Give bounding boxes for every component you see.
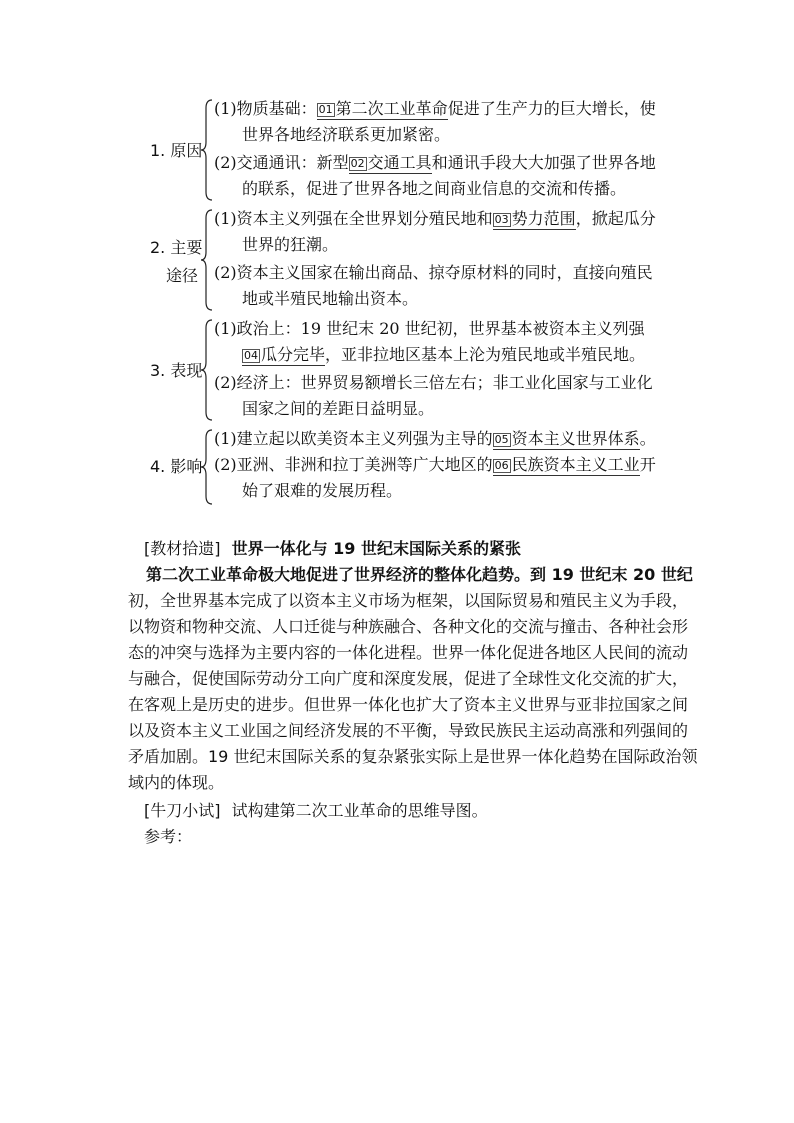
fill-in-blank <box>493 209 576 230</box>
blank-number-badge: 04 <box>244 349 258 362</box>
outline-text: 世界各地经济联系更加紧密。 <box>242 125 451 144</box>
section-label-routes <box>150 234 202 290</box>
outline-item-line <box>214 206 656 232</box>
supplement-line: 与融合，促使国际劳动分工向广度和深度发展，促进了全球性文化交流的扩大， <box>128 669 689 688</box>
outline-text: (1)资本主义列强在全世界划分殖民地和 <box>214 209 493 228</box>
fill-in-blank <box>317 99 448 120</box>
outline-item-line <box>214 342 645 368</box>
outline-text: 的联系，促进了世界各地之间商业信息的交流和传播。 <box>242 179 627 198</box>
outline-text: 始了艰难的发展历程。 <box>242 481 403 500</box>
supplement-line: 域内的体现。 <box>128 773 225 792</box>
supplement-tag: [教材拾遗] <box>144 539 221 558</box>
blank-number-badge: 01 <box>318 103 333 116</box>
exercise-tag: [牛刀小试] <box>144 801 221 820</box>
fill-in-blank <box>242 345 325 366</box>
outline-item-line <box>214 478 656 504</box>
outline-item <box>214 150 656 202</box>
blank-answer: 资本主义世界体系 <box>511 429 640 448</box>
outline-text: ，掀起瓜分 <box>575 209 656 228</box>
outline-item <box>214 370 653 422</box>
outline-item <box>214 316 645 368</box>
outline-item-line <box>214 122 656 148</box>
fill-in-blank <box>493 455 640 476</box>
outline-text: (2)经济上：世界贸易额增长三倍左右；非工业化国家与工业化 <box>214 373 653 392</box>
supplement-line: 以及资本主义工业国之间经济发展的不平衡，导致民族民主运动高涨和列强间的 <box>128 721 689 740</box>
exercise-line <box>144 798 704 824</box>
outline-item <box>214 452 656 504</box>
outline-text: (1)建立起以欧美资本主义列强为主导的 <box>214 429 493 448</box>
section-label-impact: 4. 影响 <box>150 457 203 476</box>
outline-item-line <box>214 426 656 452</box>
section-label-line: 途径 <box>166 266 199 285</box>
brace-icon <box>200 428 214 506</box>
fill-in-blank <box>349 153 432 174</box>
supplement-line: 在客观上是历史的进步。但世界一体化也扩大了资本主义世界与亚非拉国家之间 <box>128 695 689 714</box>
outline-item <box>214 96 656 148</box>
outline-text: 开 <box>639 455 656 474</box>
section-label-line: 2. 主要 <box>150 238 203 257</box>
blank-answer: 交通工具 <box>367 153 432 172</box>
outline-item <box>214 426 656 452</box>
blank-number-badge: 05 <box>494 433 509 446</box>
outline-item-line <box>214 452 656 478</box>
blank-number-badge: 06 <box>494 459 509 472</box>
supplement-heading <box>144 536 704 562</box>
reference-label: 参考： <box>144 827 193 846</box>
blank-answer: 民族资本主义工业 <box>511 455 640 474</box>
fill-in-blank <box>493 429 640 450</box>
blank-answer: 第二次工业革命 <box>335 99 448 118</box>
exercise-text: 试构建第二次工业革命的思维导图。 <box>231 801 488 820</box>
brace-icon <box>200 318 214 422</box>
outline-text: 和通讯手段大大加强了世界各地 <box>431 153 656 172</box>
supplement-line: 第二次工业革命极大地促进了世界经济的整体化趋势。到 19 世纪末 20 世纪 <box>146 565 693 584</box>
outline-item-line <box>214 150 656 176</box>
supplement-line: 态的冲突与选择为主要内容的一体化进程。世界一体化促进各地区人民间的流动 <box>128 643 689 662</box>
supplement-line: 以物资和物种交流、人口迁徙与种族融合、各种文化的交流与撞击、各种社会形 <box>128 617 689 636</box>
supplement-section <box>128 536 704 850</box>
outline-item-line <box>214 286 653 312</box>
outline-text: 国家之间的差距日益明显。 <box>242 399 435 418</box>
outline-text: 地或半殖民地输出资本。 <box>242 289 419 308</box>
section-label-manifestation: 3. 表现 <box>150 361 203 380</box>
outline-text: (2)亚洲、非洲和拉丁美洲等广大地区的 <box>214 455 493 474</box>
outline-text: (2)交通通讯：新型 <box>214 153 349 172</box>
blank-number-badge: 02 <box>350 157 365 170</box>
outline-text: (2)资本主义国家在输出商品、掠夺原材料的同时，直接向殖民 <box>214 263 653 282</box>
supplement-line: 初，全世界基本完成了以资本主义市场为框架，以国际贸易和殖民主义为手段， <box>128 591 689 610</box>
brace-icon <box>200 208 214 312</box>
outline-text: ，亚非拉地区基本上沦为殖民地或半殖民地。 <box>325 345 646 364</box>
section-label-cause: 1. 原因 <box>150 141 203 160</box>
outline-item-line <box>214 232 656 258</box>
outline-text: 世界的狂潮。 <box>242 235 339 254</box>
blank-answer: 瓜分完毕 <box>261 345 326 364</box>
outline-item-line <box>214 370 653 396</box>
outline-item-line <box>214 96 656 122</box>
brace-icon <box>200 98 214 202</box>
outline-item <box>214 260 653 312</box>
supplement-title: 世界一体化与 19 世纪末国际关系的紧张 <box>231 539 522 558</box>
outline-item-line <box>214 260 653 286</box>
outline-item-line <box>214 396 653 422</box>
outline-text: (1)政治上：19 世纪末 20 世纪初，世界基本被资本主义列强 <box>214 319 645 338</box>
outline-text: (1)物质基础： <box>214 99 317 118</box>
outline-item-line <box>214 316 645 342</box>
outline-text: 。 <box>639 429 656 448</box>
blank-number-badge: 03 <box>494 213 509 226</box>
outline-text: 促进了生产力的巨大增长，使 <box>447 99 656 118</box>
outline-item-line <box>214 176 656 202</box>
supplement-line: 矛盾加剧。19 世纪末国际关系的复杂紧张实际上是世界一体化趋势在国际政治领 <box>128 747 698 766</box>
blank-answer: 势力范围 <box>511 209 576 228</box>
outline-item <box>214 206 656 258</box>
